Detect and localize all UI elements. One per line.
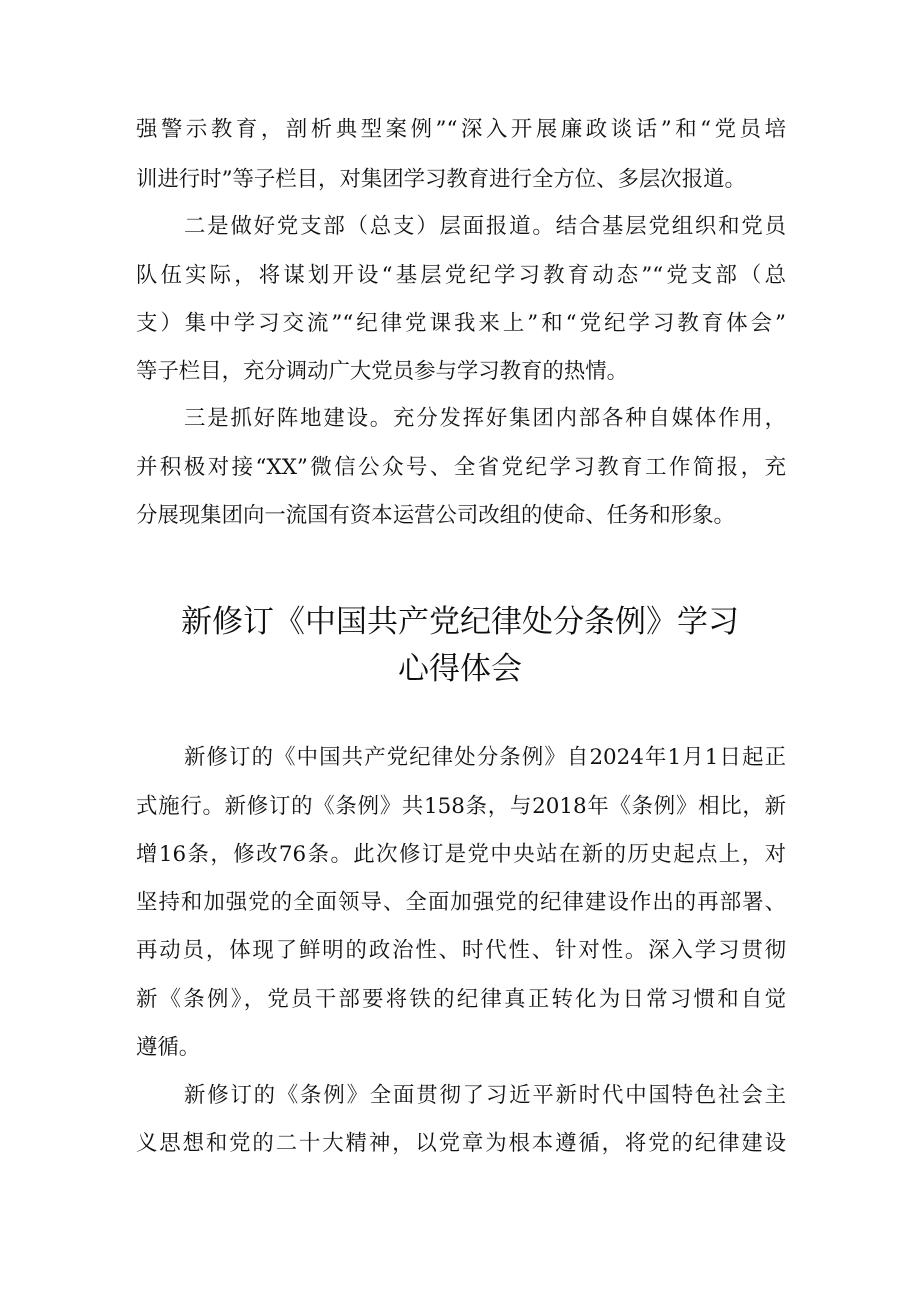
- paragraph-line: 坚持和加强党的全面领导、全面加强党的纪律建设作出的再部署、: [136, 890, 786, 915]
- article-title-line: 新修订《中国共产党纪律处分条例》学习: [181, 604, 739, 640]
- paragraph-line: 等子栏目，充分调动广大党员参与学习教育的热情。: [136, 359, 628, 384]
- paragraph-line: 式施行。新修订的《条例》共158条，与2018年《条例》相比，新: [136, 794, 786, 819]
- paragraph-line: 新《条例》，党员干部要将铁的纪律真正转化为日常习惯和自觉: [136, 987, 786, 1012]
- paragraph-line: 二是做好党支部（总支）层面报道。结合基层党组织和党员: [184, 214, 786, 239]
- paragraph-line: 三是抓好阵地建设。充分发挥好集团内部各种自媒体作用，: [184, 406, 786, 431]
- paragraph-line: 义思想和党的二十大精神，以党章为根本遵循，将党的纪律建设: [136, 1131, 786, 1156]
- paragraph-line: 分展现集团向一流国有资本运营公司改组的使命、任务和形象。: [136, 503, 735, 528]
- paragraph-line: 再动员，体现了鲜明的政治性、时代性、针对性。深入学习贯彻: [136, 938, 786, 963]
- paragraph-line: 训进行时”等子栏目，对集团学习教育进行全方位、多层次报道。: [136, 167, 746, 192]
- paragraph-line: 新修订的《条例》全面贯彻了习近平新时代中国特色社会主: [184, 1083, 786, 1108]
- paragraph-line: 增16条，修改76条。此次修订是党中央站在新的历史起点上，对: [136, 842, 786, 867]
- paragraph-line: 支）集中学习交流”“纪律党课我来上”和“党纪学习教育体会”: [136, 311, 786, 336]
- paragraph-line: 新修订的《中国共产党纪律处分条例》自2024年1月1日起正: [184, 745, 786, 770]
- paragraph-line: 强警示教育，剖析典型案例”“深入开展廉政谈话”和“党员培: [136, 117, 786, 142]
- paragraph-line: 并积极对接“XX”微信公众号、全省党纪学习教育工作简报，充: [136, 455, 786, 480]
- paragraph-line: 遵循。: [136, 1035, 201, 1060]
- article-title-line: 心得体会: [398, 651, 522, 687]
- paragraph-line: 队伍实际，将谋划开设“基层党纪学习教育动态”“党支部（总: [136, 263, 786, 288]
